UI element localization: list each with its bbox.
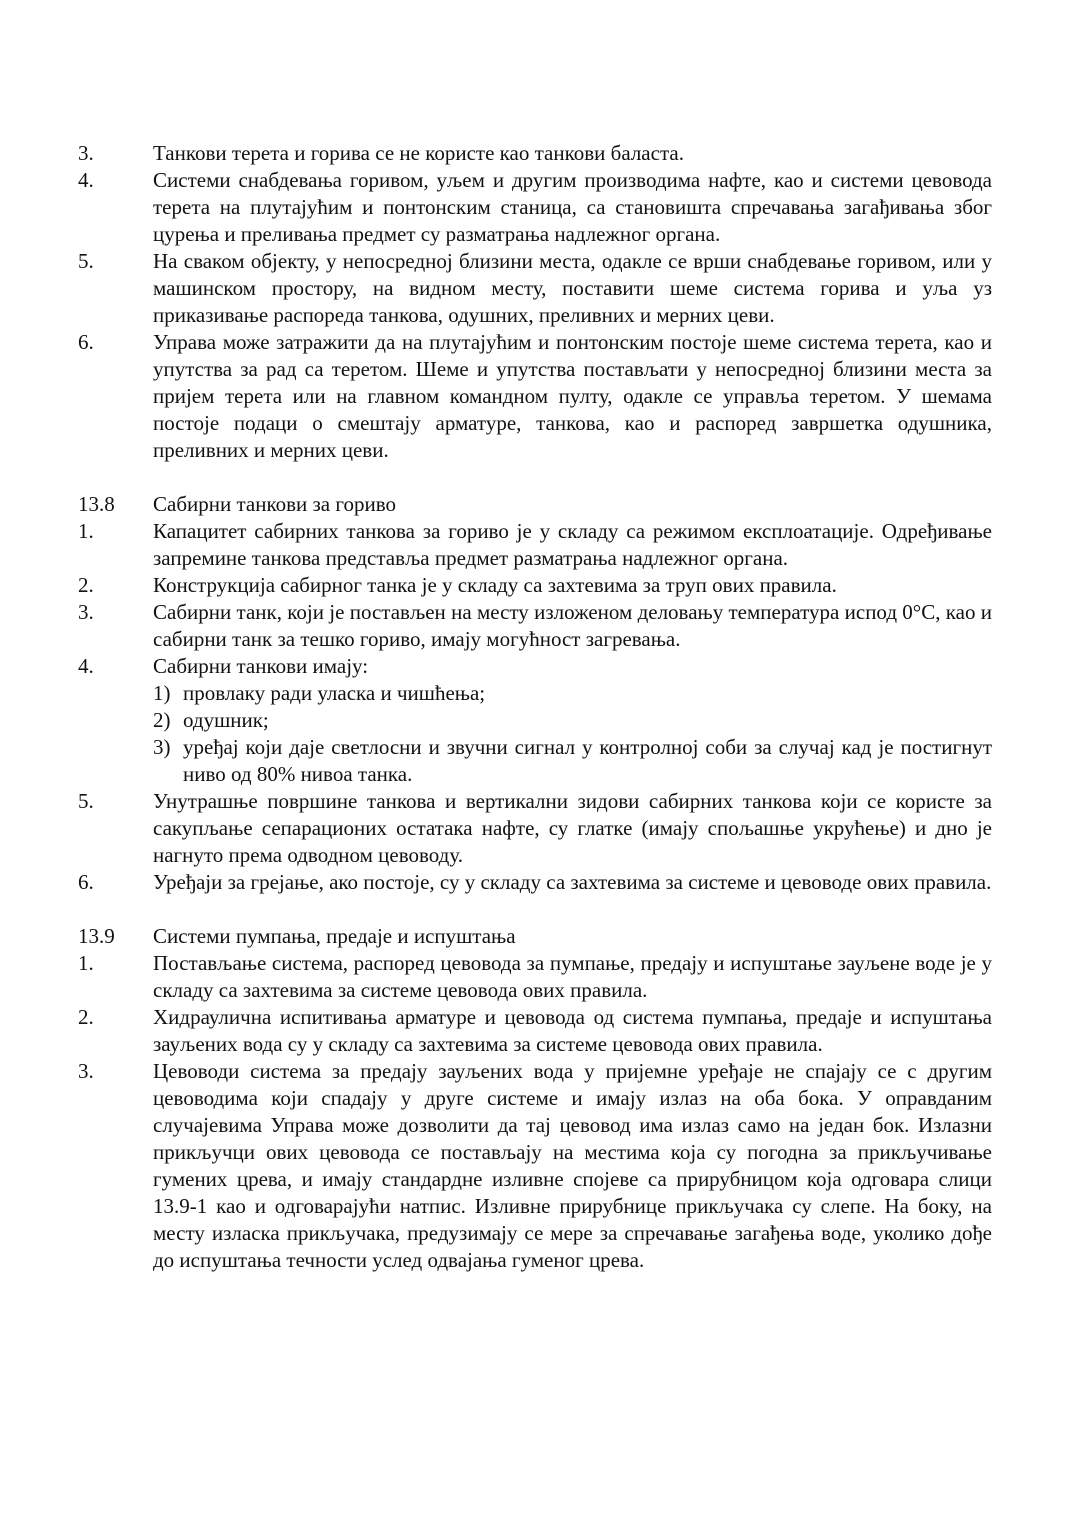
item-text: Танкови терета и горива се не користе као танкови баласта. <box>153 141 684 165</box>
item-number: 1. <box>78 951 94 975</box>
item-text: Сабирни танкови имају: <box>153 654 369 678</box>
item-number: 3. <box>78 141 94 165</box>
item-number: 5. <box>78 249 94 273</box>
list-item <box>78 599 992 653</box>
item-text: Уређаји за грејање, ако постоје, су у складу са захтевима за системе и цевоводе ових правила. <box>153 870 992 894</box>
sub-list-item <box>153 680 992 707</box>
item-text: Хидраулична испитивања арматуре и цевовода од система пумпања, предаје и испуштања зауљених вода су у складу са захтевима за системе цевовода ових правила. <box>153 1005 992 1056</box>
item-number: 3. <box>78 1059 94 1083</box>
item-number: 6. <box>78 330 94 354</box>
section-number: 13.9 <box>78 924 115 948</box>
sub-item-number: 1) <box>153 681 171 705</box>
section-title: Системи пумпања, предаје и испуштања <box>153 924 516 948</box>
item-text: Капацитет сабирних танкова за гориво је у складу са режимом експлоатације. Одређивање запремине танкова представља предмет разматрања надлежног органа. <box>153 519 992 570</box>
item-text: Цевоводи система за предају зауљених вода у пријемне уређаје не спајају се с другим цевоводима који спадају у друге системе и имају излаз на оба бока. У оправданим случајевима Управа може дозволити да тај цевовод има излаз само на један бок. Излазни прикључци ових цевовода се постављају на местима која су погодна за прикључивање гумених црева, и имају стандардне изливне спојеве са прирубницом која одговара слици 13.9-1 као и одговарајући натпис. Изливне прирубнице прикључака су слепе. На боку, на месту изласка прикључака, предузимају се мере за спречавање загађења воде, уколико дође до испуштања течности услед одвајања гуменог црева. <box>153 1059 992 1272</box>
list-item <box>78 950 992 1004</box>
item-text: Системи снабдевања горивом, уљем и другим производима нафте, као и системи цевовода терета на плутајућим и понтонским станица, са становишта спречавања загађивања због цурења и преливања предмет су разматрања надлежног органа. <box>153 168 992 246</box>
item-number: 2. <box>78 1005 94 1029</box>
item-text: Постављање система, распоред цевовода за пумпање, предају и испуштање зауљене воде је у складу са захтевима за системе цевовода ових правила. <box>153 951 992 1002</box>
item-number: 4. <box>78 168 94 192</box>
item-text: Унутрашње површине танкова и вертикални зидови сабирних танкова који се користе за сакупљање сепарационих остатака нафте, су глатке (имају спољашње укрућење) и дно је нагнуто према одводном цевоводу. <box>153 789 992 867</box>
list-item <box>78 869 992 896</box>
section-heading-13-8 <box>78 491 992 518</box>
sub-list-item <box>153 734 992 788</box>
spacer <box>78 896 992 923</box>
item-number: 3. <box>78 600 94 624</box>
item-number: 1. <box>78 519 94 543</box>
list-item <box>78 572 992 599</box>
section-title: Сабирни танкови за гориво <box>153 492 396 516</box>
section-heading-13-9 <box>78 923 992 950</box>
item-number: 5. <box>78 789 94 813</box>
sub-item-number: 2) <box>153 708 171 732</box>
document-page <box>78 140 992 1274</box>
sub-item-number: 3) <box>153 735 171 759</box>
list-item <box>78 329 992 464</box>
sub-item-text: провлаку ради уласка и чишћења; <box>183 681 486 705</box>
sub-item-text: одушник; <box>183 708 269 732</box>
item-text: На сваком објекту, у непосредној близини места, одакле се врши снабдевање горивом, или у машинском простору, на видном месту, поставити шеме система горива и уља уз приказивање распореда танкова, одушних, преливних и мерних цеви. <box>153 249 992 327</box>
item-number: 6. <box>78 870 94 894</box>
item-text: Конструкција сабирног танка је у складу са захтевима за труп ових правила. <box>153 573 837 597</box>
list-item <box>78 248 992 329</box>
list-item <box>78 1004 992 1058</box>
section-number: 13.8 <box>78 492 115 516</box>
item-text: Управа може затражити да на плутајућим и понтонским постоје шеме система терета, као и упутства за рад са теретом. Шеме и упутства постављати у непосредној близини места за пријем терета или на главном командном пулту, одакле се управља теретом. У шемама постоје подаци о смештају арматуре, танкова, као и распоред завршетка одушника, преливних и мерних цеви. <box>153 330 992 462</box>
spacer <box>78 464 992 491</box>
list-item <box>78 1058 992 1274</box>
item-text: Сабирни танк, који је постављен на месту изложеном деловању температура испод 0°C, као и сабирни танк за тешко гориво, имају могућност загревања. <box>153 600 992 651</box>
list-item <box>78 653 992 680</box>
sub-item-text: уређај који даје светлосни и звучни сигнал у контролној соби за случај кад је постигнут ниво од 80% нивоа танка. <box>183 735 992 786</box>
list-item <box>78 140 992 167</box>
list-item <box>78 518 992 572</box>
list-item <box>78 167 992 248</box>
sub-list-item <box>153 707 992 734</box>
item-number: 2. <box>78 573 94 597</box>
list-item <box>78 788 992 869</box>
item-number: 4. <box>78 654 94 678</box>
